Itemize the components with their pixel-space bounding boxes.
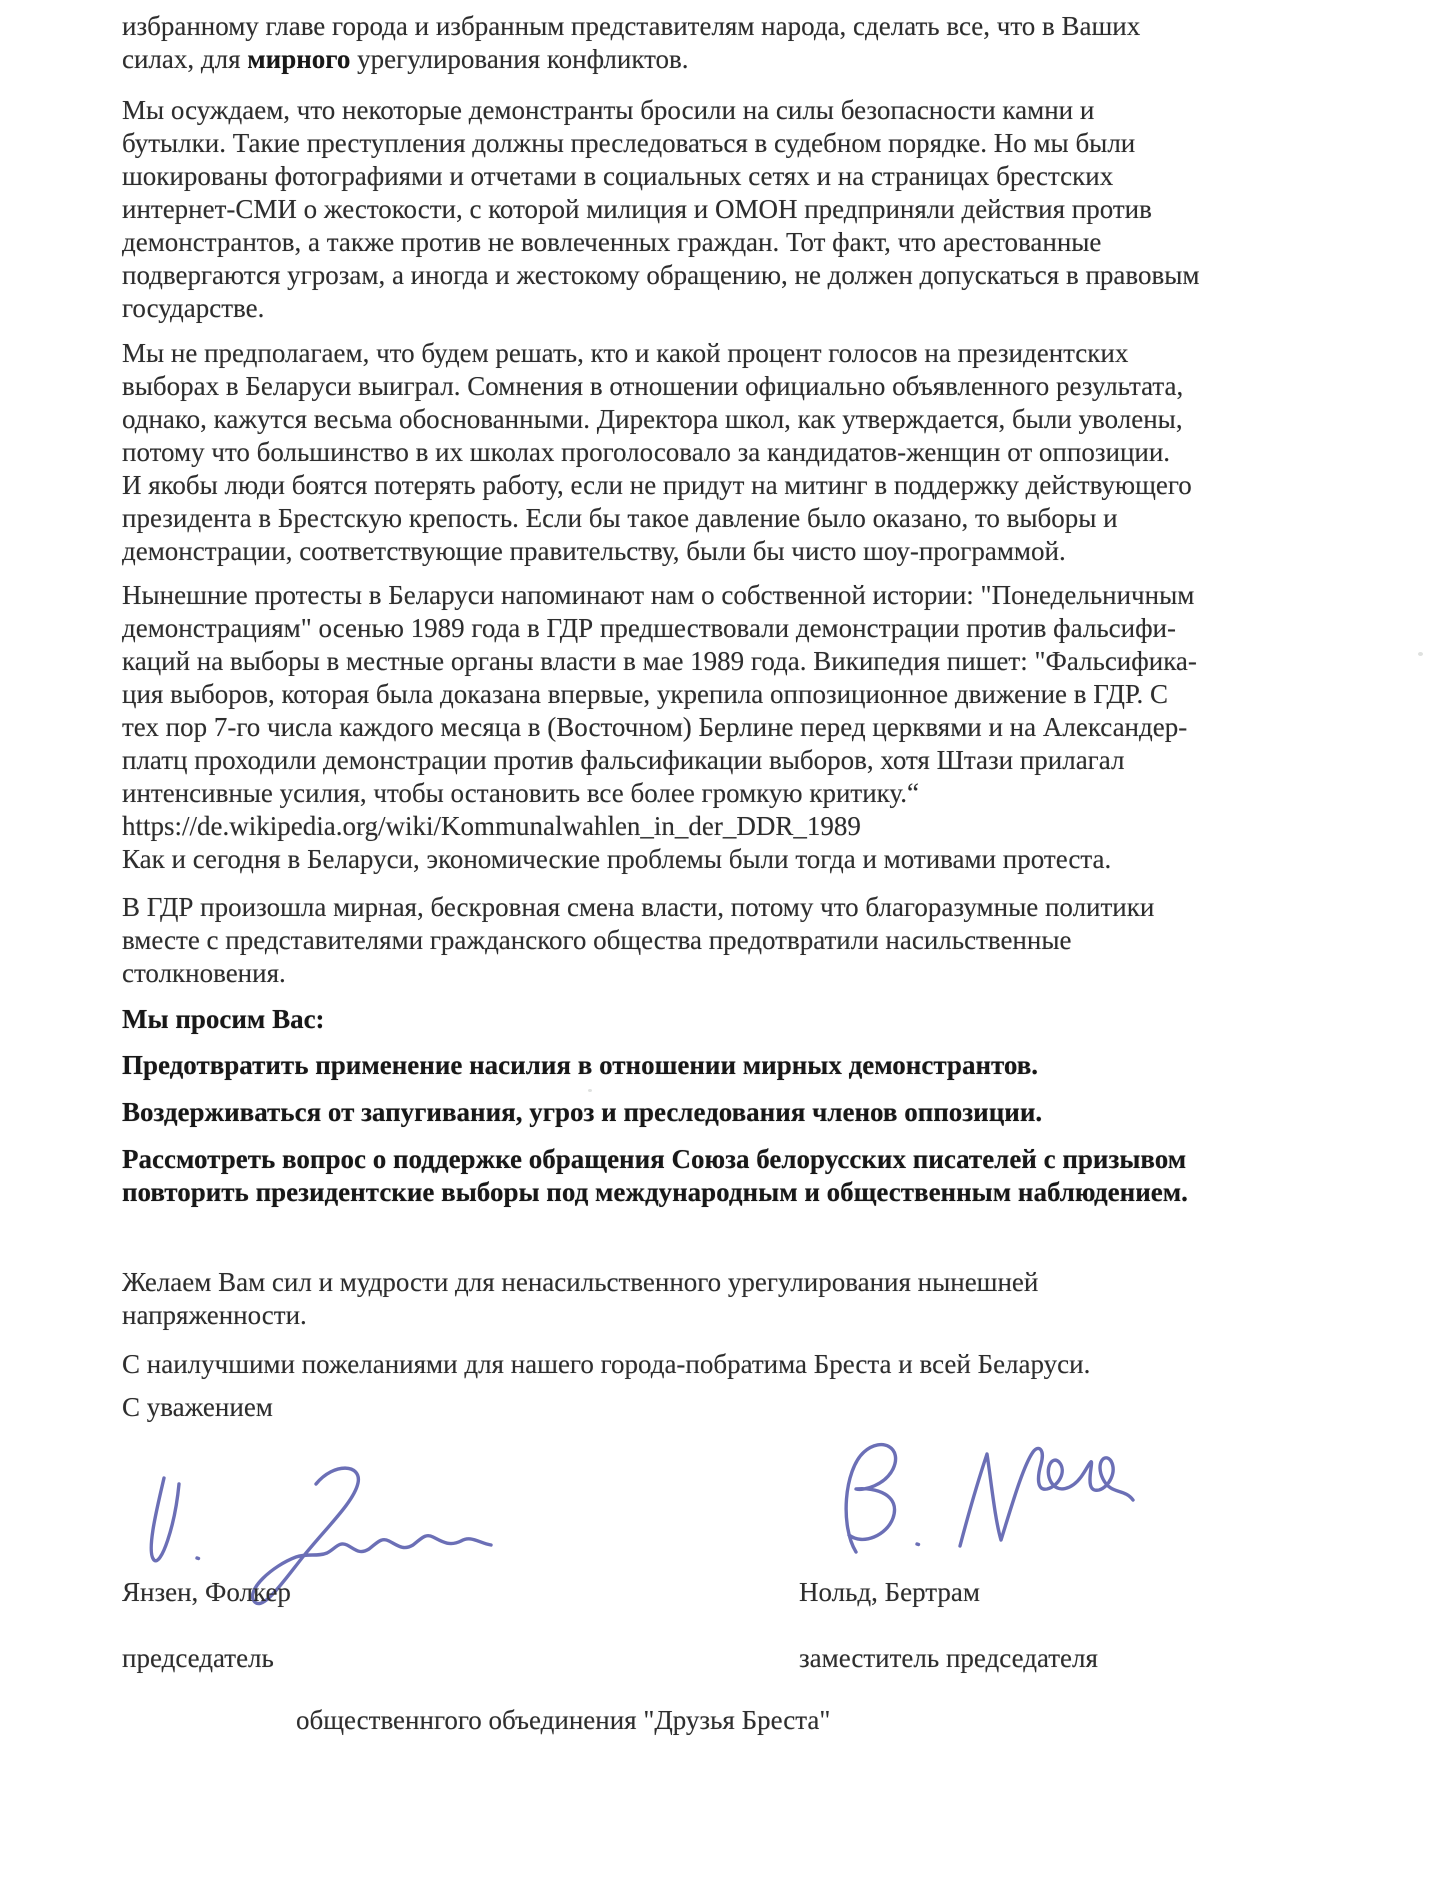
text-line: повторить президентские выборы под международным и общественным наблюдением. bbox=[122, 1177, 1188, 1207]
wikipedia-url: https://de.wikipedia.org/wiki/Kommunalwahlen_in_der_DDR_1989 bbox=[122, 811, 861, 841]
text-line: Мы не предполагаем, что будем решать, кто и какой процент голосов на президентских bbox=[122, 338, 1129, 368]
text-line: демонстрациям" осенью 1989 года в ГДР предшествовали демонстрации против фальсифи- bbox=[122, 613, 1177, 643]
text-line: однако, кажутся весьма обоснованными. Директора школ, как утверждается, были уволены, bbox=[122, 404, 1183, 434]
signer-name-right bbox=[799, 1576, 980, 1609]
text-segment: силах, для bbox=[122, 44, 248, 74]
text-segment: урегулирования конфликтов. bbox=[350, 44, 689, 74]
text-line: С наилучшими пожеланиями для нашего города-побратима Бреста и всей Беларуси. bbox=[122, 1349, 1091, 1379]
text-line: В ГДР произошла мирная, бескровная смена власти, потому что благоразумные политики bbox=[122, 892, 1155, 922]
signer-name-left bbox=[122, 1576, 291, 1609]
text-line: демонстрации, соответствующие правительству, были бы чисто шоу-программой. bbox=[122, 536, 1066, 566]
request-item-1 bbox=[122, 1049, 1038, 1082]
text-line: Мы просим Вас: bbox=[122, 1004, 325, 1034]
text-line: президента в Брестскую крепость. Если бы такое давление было оказано, то выборы и bbox=[122, 503, 1118, 533]
text-line: Нынешние протесты в Беларуси напоминают нам о собственной истории: "Понедельничным bbox=[122, 580, 1195, 610]
signer-title-left bbox=[122, 1642, 274, 1675]
signature-nold-icon bbox=[800, 1432, 1155, 1587]
text-line: Предотвратить применение насилия в отношении мирных демонстрантов. bbox=[122, 1050, 1039, 1080]
text-line: И якобы люди боятся потерять работу, если не придут на митинг в поддержку действующего bbox=[122, 470, 1192, 500]
paragraph-gdr-history bbox=[122, 579, 1197, 876]
paragraph-elections bbox=[122, 337, 1192, 568]
text-line: Рассмотреть вопрос о поддержке обращения Союза белорусских писателей с призывом bbox=[122, 1144, 1187, 1174]
text-line: избранному главе города и избранным представителям народа, сделать все, что в Ваших bbox=[122, 11, 1141, 41]
text-line: бутылки. Такие преступления должны преследоваться в судебном порядке. Но мы были bbox=[122, 128, 1136, 158]
text-line: Янзен, Фолкер bbox=[122, 1577, 291, 1607]
text-line: ция выборов, которая была доказана впервые, укрепила оппозиционное движение в ГДР. С bbox=[122, 679, 1169, 709]
paragraph-peaceful-change bbox=[122, 891, 1154, 990]
text-line: Желаем Вам сил и мудрости для ненасильственного урегулирования нынешней bbox=[122, 1267, 1039, 1297]
text-line bbox=[122, 43, 1140, 76]
text-line: Мы осуждаем, что некоторые демонстранты бросили на силы безопасности камни и bbox=[122, 95, 1095, 125]
organization-line bbox=[296, 1704, 830, 1737]
text-line: С уважением bbox=[122, 1392, 273, 1422]
text-line: председатель bbox=[122, 1643, 274, 1673]
text-line: платц проходили демонстрации против фальсификации выборов, хотя Штази прилагал bbox=[122, 745, 1125, 775]
text-line: Воздерживаться от запугивания, угроз и преследования членов оппозиции. bbox=[122, 1097, 1043, 1127]
text-line: напряженности. bbox=[122, 1300, 307, 1330]
closing-regards bbox=[122, 1391, 273, 1424]
requests-heading bbox=[122, 1003, 325, 1036]
text-line: заместитель председателя bbox=[799, 1643, 1098, 1673]
text-line: Как и сегодня в Беларуси, экономические проблемы были тогда и мотивами протеста. bbox=[122, 844, 1112, 874]
text-line: интенсивные усилия, чтобы остановить все более громкую критику.“ bbox=[122, 778, 919, 808]
text-line: общественнгого объединения "Друзья Бреста" bbox=[296, 1705, 831, 1735]
text-line: столкновения. bbox=[122, 958, 286, 988]
text-line: вместе с представителями гражданского общества предотвратили насильственные bbox=[122, 925, 1072, 955]
request-item-3 bbox=[122, 1143, 1188, 1209]
text-line: демонстрантов, а также против не вовлеченных граждан. Тот факт, что арестованные bbox=[122, 227, 1102, 257]
paragraph-intro bbox=[122, 10, 1140, 76]
text-line: каций на выборы в местные органы власти в мае 1989 года. Википедия пишет: "Фальсифика- bbox=[122, 646, 1197, 676]
text-line: выборах в Беларуси выиграл. Сомнения в отношении официально объявленного результата, bbox=[122, 371, 1184, 401]
closing-greeting bbox=[122, 1348, 1090, 1381]
paragraph-condemnation bbox=[122, 94, 1199, 325]
scan-speck bbox=[1418, 652, 1423, 656]
text-line: интернет-СМИ о жестокости, с которой милиция и ОМОН предприняли действия против bbox=[122, 194, 1152, 224]
text-line: шокированы фотографиями и отчетами в социальных сетях и на страницах брестских bbox=[122, 161, 1114, 191]
scan-speck bbox=[588, 1089, 592, 1092]
emphasis-word: мирного bbox=[247, 44, 351, 74]
text-line: подвергаются угрозам, а иногда и жестокому обращению, не должен допускаться в правовым bbox=[122, 260, 1200, 290]
closing-wish bbox=[122, 1266, 1038, 1332]
text-line: государстве. bbox=[122, 293, 265, 323]
signer-title-right bbox=[799, 1642, 1098, 1675]
text-line: Нольд, Бертрам bbox=[799, 1577, 980, 1607]
text-line: потому что большинство в их школах проголосовало за кандидатов-женщин от оппозиции. bbox=[122, 437, 1171, 467]
text-line: тех пор 7-го числа каждого месяца в (Восточном) Берлине перед церквями и на Александер- bbox=[122, 712, 1188, 742]
request-item-2 bbox=[122, 1096, 1042, 1129]
